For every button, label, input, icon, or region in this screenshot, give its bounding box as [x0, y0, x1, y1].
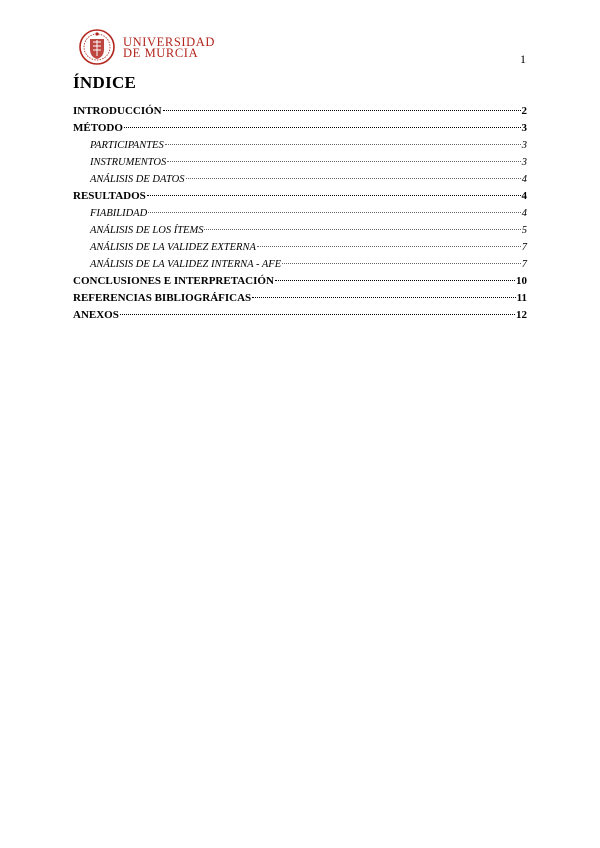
- toc-dot-leader: [148, 212, 521, 213]
- toc-entry[interactable]: [73, 239, 527, 256]
- logo-line-2: DE MURCIA: [123, 46, 199, 60]
- toc-dot-leader: [204, 229, 520, 230]
- toc-entry-page: 5: [521, 225, 527, 236]
- toc-entry[interactable]: [73, 171, 527, 188]
- toc-entry-page: 2: [521, 105, 527, 117]
- toc-entry-page: 4: [521, 208, 527, 219]
- toc-entry-page: 12: [516, 309, 527, 321]
- toc-dot-leader: [186, 178, 521, 179]
- toc-entry-page: 7: [521, 242, 527, 253]
- toc-entry-label: FIABILIDAD: [90, 208, 148, 219]
- toc-entry-label: ANÁLISIS DE LOS ÍTEMS: [90, 225, 204, 236]
- toc-entry[interactable]: [73, 205, 527, 222]
- toc-entry-label: PARTICIPANTES: [90, 140, 164, 151]
- toc-entry-page: 3: [521, 157, 527, 168]
- page-title: ÍNDICE: [73, 73, 137, 92]
- toc-entry-label: MÉTODO: [73, 122, 123, 134]
- toc-entry-page: 3: [521, 122, 527, 134]
- toc-entry-label: INSTRUMENTOS: [90, 157, 167, 168]
- toc-entry-page: 4: [521, 190, 527, 202]
- page-number: 1: [520, 52, 526, 66]
- toc-entry-label: ANÁLISIS DE LA VALIDEZ INTERNA - AFE: [90, 259, 282, 270]
- toc-dot-leader: [163, 110, 521, 111]
- toc-entry-page: 3: [521, 140, 527, 151]
- toc-entry[interactable]: [73, 188, 527, 205]
- toc-dot-leader: [282, 263, 521, 264]
- toc-dot-leader: [165, 144, 521, 145]
- toc-dot-leader: [257, 246, 521, 247]
- toc-dot-leader: [124, 127, 521, 128]
- toc-entry-label: CONCLUSIONES E INTERPRETACIÓN: [73, 275, 274, 287]
- toc-entry-label: INTRODUCCIÓN: [73, 105, 162, 117]
- toc-dot-leader: [167, 161, 521, 162]
- logo-line-1: UNIVERSIDAD: [123, 35, 216, 49]
- toc-entry[interactable]: [73, 273, 527, 290]
- toc-entry[interactable]: [73, 222, 527, 239]
- table-of-contents: [73, 103, 527, 324]
- toc-entry[interactable]: [73, 307, 527, 324]
- toc-entry[interactable]: [73, 103, 527, 120]
- toc-entry[interactable]: [73, 290, 527, 307]
- toc-entry[interactable]: [73, 137, 527, 154]
- page-header: [79, 28, 539, 68]
- toc-dot-leader: [120, 314, 515, 315]
- toc-entry-page: 11: [516, 292, 527, 304]
- university-seal-icon: [79, 28, 115, 66]
- toc-entry[interactable]: [73, 256, 527, 273]
- toc-entry-page: 4: [521, 174, 527, 185]
- toc-entry-label: ANEXOS: [73, 309, 119, 321]
- toc-entry-label: ANÁLISIS DE DATOS: [90, 174, 185, 185]
- toc-entry[interactable]: [73, 120, 527, 137]
- toc-entry-label: ANÁLISIS DE LA VALIDEZ EXTERNA: [90, 242, 256, 253]
- toc-entry-page: 10: [516, 275, 527, 287]
- toc-dot-leader: [147, 195, 521, 196]
- university-name-logo: [123, 37, 215, 59]
- toc-entry[interactable]: [73, 154, 527, 171]
- toc-dot-leader: [275, 280, 515, 281]
- toc-entry-label: REFERENCIAS BIBLIOGRÁFICAS: [73, 292, 252, 304]
- toc-entry-page: 7: [521, 259, 527, 270]
- toc-entry-label: RESULTADOS: [73, 190, 146, 202]
- toc-dot-leader: [252, 297, 515, 298]
